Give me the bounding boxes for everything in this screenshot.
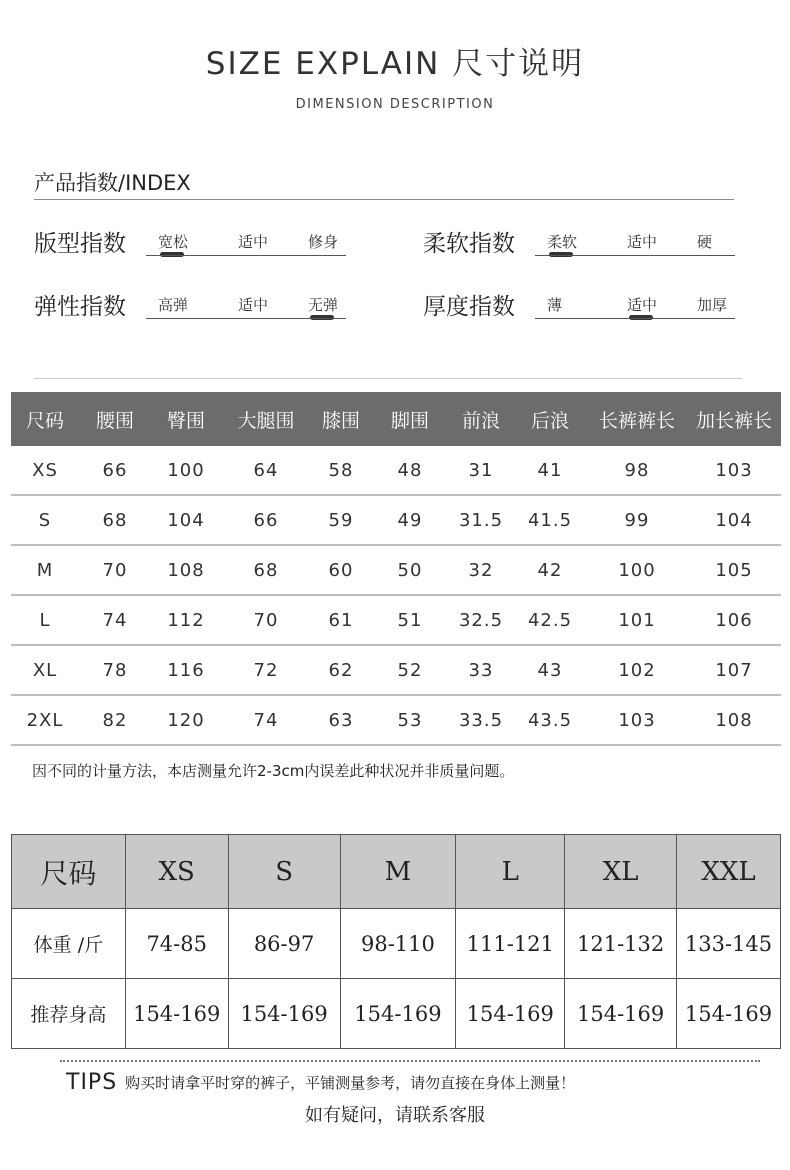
table-cell: 60	[328, 559, 354, 581]
weight-table-header-cell: XL	[565, 835, 677, 909]
table-cell: 33	[468, 659, 494, 681]
index-item	[34, 288, 364, 328]
table-row	[11, 596, 781, 646]
table-cell: 101	[618, 609, 656, 631]
size-table	[11, 392, 781, 746]
weight-table-header-cell: XXL	[677, 835, 781, 909]
table-cell: 42.5	[527, 609, 573, 631]
index-scale-option: 无弹	[308, 296, 339, 314]
size-table-body	[11, 446, 781, 746]
table-cell: 102	[618, 659, 656, 681]
page-subtitle: DIMENSION DESCRIPTION	[295, 97, 495, 112]
table-cell: 100	[167, 459, 205, 481]
table-cell: 32	[468, 559, 494, 581]
size-table-column-header: 膝围	[321, 409, 360, 432]
table-cell: 154-169	[340, 979, 456, 1049]
index-scale-option: 适中	[238, 296, 269, 314]
table-cell: 100	[618, 559, 656, 581]
index-scale-option: 高弹	[158, 296, 189, 314]
table-cell: L	[39, 609, 51, 631]
table-cell: XL	[32, 659, 58, 681]
table-cell: 33.5	[458, 709, 504, 731]
index-scale	[146, 231, 346, 261]
table-cell: 41	[537, 459, 563, 481]
table-cell: 59	[328, 509, 354, 531]
size-table-column-header: 加长裤长	[695, 409, 772, 432]
table-cell: 99	[624, 509, 650, 531]
table-cell: 86-97	[228, 909, 340, 979]
index-scale-line	[535, 255, 735, 256]
index-scale-line	[535, 318, 735, 319]
tips-text: 购买时请拿平时穿的裤子，平铺测量参考，请勿直接在身体上测量！	[125, 1074, 576, 1092]
table-cell: 72	[253, 659, 279, 681]
tips	[66, 1070, 575, 1095]
table-cell: 68	[253, 559, 279, 581]
index-divider	[34, 199, 734, 200]
table-cell: 2XL	[26, 709, 64, 731]
table-cell: 48	[397, 459, 423, 481]
table-cell: 43	[537, 659, 563, 681]
table-cell: 49	[397, 509, 423, 531]
index-item	[423, 225, 753, 265]
table-cell: 51	[397, 609, 423, 631]
table-cell: XS	[32, 459, 58, 481]
index-scale-option: 硬	[697, 233, 713, 251]
table-cell: 82	[102, 709, 128, 731]
table-cell: 66	[102, 459, 128, 481]
size-table-header	[11, 392, 781, 446]
size-table-column-header: 脚围	[390, 409, 429, 432]
index-scale-option: 修身	[308, 233, 339, 251]
table-cell: 104	[167, 509, 205, 531]
table-cell: 53	[397, 709, 423, 731]
table-row	[12, 909, 781, 979]
table-cell: 61	[328, 609, 354, 631]
table-cell: 154-169	[456, 979, 565, 1049]
table-cell: 50	[397, 559, 423, 581]
table-cell: 154-169	[125, 979, 228, 1049]
index-scale	[535, 231, 735, 261]
index-item-label: 版型指数	[34, 231, 126, 257]
size-table-column-header: 大腿围	[237, 409, 295, 432]
index-scale-line	[146, 255, 346, 256]
index-scale-option: 适中	[627, 233, 658, 251]
table-cell: M	[36, 559, 54, 581]
table-cell: 98-110	[340, 909, 456, 979]
index-item-label: 弹性指数	[34, 294, 126, 320]
index-scale-option: 薄	[547, 296, 563, 314]
index-scale-option: 适中	[238, 233, 269, 251]
table-cell: 116	[167, 659, 205, 681]
weight-table-header-cell: M	[340, 835, 456, 909]
table-cell: 43.5	[527, 709, 573, 731]
table-cell: 98	[624, 459, 650, 481]
table-cell: 154-169	[228, 979, 340, 1049]
size-table-column-header: 腰围	[95, 409, 134, 432]
table-cell: 31	[468, 459, 494, 481]
table-cell: 104	[715, 509, 753, 531]
table-cell: 52	[397, 659, 423, 681]
table-row	[11, 446, 781, 496]
table-cell: 112	[167, 609, 205, 631]
dotted-divider	[60, 1060, 760, 1062]
table-cell: 63	[328, 709, 354, 731]
table-cell: 107	[715, 659, 753, 681]
table-cell: 41.5	[527, 509, 573, 531]
table-row	[11, 546, 781, 596]
table-cell: S	[38, 509, 52, 531]
table-cell: 32.5	[458, 609, 504, 631]
size-table-column-header: 长裤裤长	[598, 409, 675, 432]
size-table-column-header: 后浪	[530, 409, 569, 432]
table-cell: 105	[715, 559, 753, 581]
table-cell: 58	[328, 459, 354, 481]
table-row	[11, 496, 781, 546]
tips-label: TIPS	[66, 1070, 118, 1095]
index-item-label: 柔软指数	[423, 231, 515, 257]
size-table-column-header: 臀围	[166, 409, 205, 432]
index-scale	[535, 294, 735, 324]
table-cell: 体重 /斤	[12, 909, 126, 979]
index-heading: 产品指数/INDEX	[34, 171, 191, 195]
index-scale	[146, 294, 346, 324]
table-cell: 103	[715, 459, 753, 481]
index-scale-option: 适中	[627, 296, 658, 314]
table-cell: 121-132	[565, 909, 677, 979]
measurement-note: 因不同的计量方法，本店测量允许2-3cm内误差此种状况并非质量问题。	[32, 762, 515, 780]
contact-service-text: 如有疑问，请联系客服	[305, 1105, 485, 1126]
index-item	[423, 288, 753, 328]
table-cell: 74-85	[125, 909, 228, 979]
weight-table-header-row	[12, 835, 781, 909]
weight-table-header-cell: 尺码	[12, 835, 126, 909]
size-table-column-header: 前浪	[461, 409, 500, 432]
table-row	[11, 696, 781, 746]
table-cell: 70	[102, 559, 128, 581]
table-cell: 108	[167, 559, 205, 581]
table-cell: 68	[102, 509, 128, 531]
table-cell: 111-121	[456, 909, 565, 979]
table-cell: 推荐身高	[12, 979, 126, 1049]
table-cell: 70	[253, 609, 279, 631]
index-scale-option: 加厚	[697, 296, 728, 314]
index-scale-option: 柔软	[547, 233, 578, 251]
table-cell: 78	[102, 659, 128, 681]
table-cell: 74	[253, 709, 279, 731]
size-table-column-header: 尺码	[25, 409, 64, 432]
table-cell: 74	[102, 609, 128, 631]
index-scale-option: 宽松	[158, 233, 189, 251]
table-row	[11, 646, 781, 696]
table-cell: 120	[167, 709, 205, 731]
index-item	[34, 225, 364, 265]
table-cell: 62	[328, 659, 354, 681]
table-cell: 108	[715, 709, 753, 731]
index-scale-line	[146, 318, 346, 319]
table-cell: 66	[253, 509, 279, 531]
table-cell: 64	[253, 459, 279, 481]
weight-height-table	[11, 834, 781, 1049]
table-row	[12, 979, 781, 1049]
table-cell: 133-145	[677, 909, 781, 979]
table-cell: 103	[618, 709, 656, 731]
index-item-label: 厚度指数	[423, 294, 515, 320]
table-cell: 154-169	[677, 979, 781, 1049]
table-cell: 154-169	[565, 979, 677, 1049]
table-cell: 31.5	[458, 509, 504, 531]
table-cell: 42	[537, 559, 563, 581]
table-cell: 106	[715, 609, 753, 631]
section-divider	[34, 378, 742, 379]
page-title: SIZE EXPLAIN 尺寸说明	[205, 46, 585, 82]
weight-table-header-cell: L	[456, 835, 565, 909]
weight-table-header-cell: S	[228, 835, 340, 909]
weight-table-header-cell: XS	[125, 835, 228, 909]
